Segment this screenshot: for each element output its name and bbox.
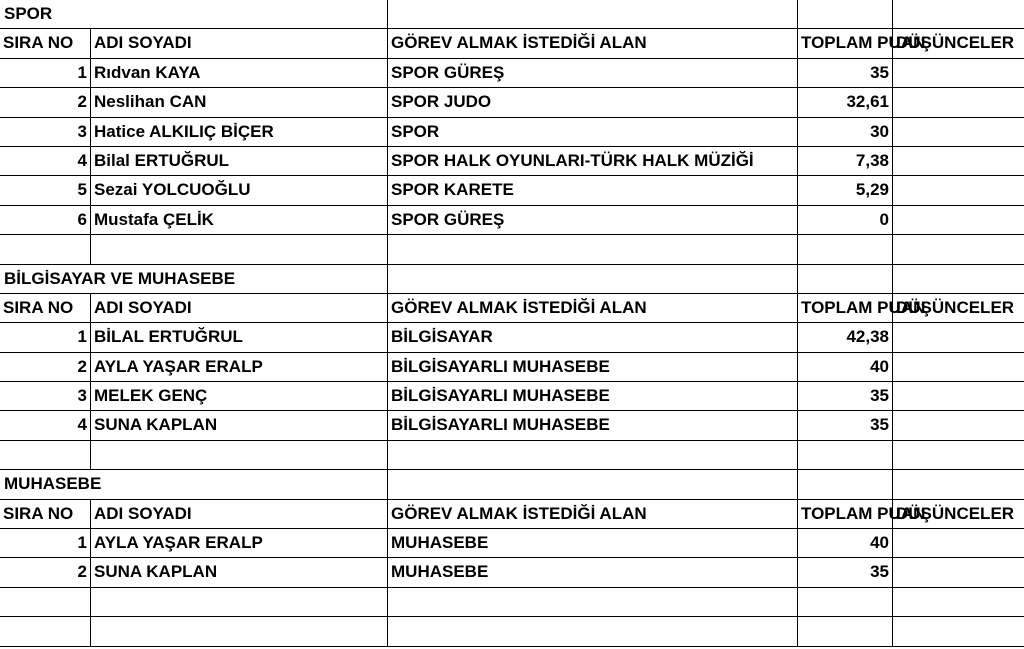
header-dusunceler[interactable]: DÜŞÜNCELER: [896, 33, 1015, 53]
row-number[interactable]: 3: [0, 382, 91, 410]
row-name[interactable]: Neslihan CAN: [91, 88, 388, 116]
empty-cell[interactable]: [0, 588, 91, 616]
table-row: [0, 88, 1024, 117]
empty-cell[interactable]: [893, 0, 1024, 28]
empty-cell[interactable]: [91, 588, 388, 616]
section-title[interactable]: SPOR: [0, 0, 388, 28]
row-notes[interactable]: [893, 529, 1024, 557]
table-row: [0, 206, 1024, 235]
row-score[interactable]: 0: [798, 206, 893, 234]
row-score[interactable]: 42,38: [798, 323, 893, 351]
empty-cell[interactable]: [893, 617, 1024, 645]
header-toplam-puan[interactable]: TOPLAM PUAN: [798, 29, 893, 57]
row-number[interactable]: 3: [0, 118, 91, 146]
empty-cell[interactable]: [388, 0, 798, 28]
row-number[interactable]: 1: [0, 59, 91, 87]
empty-cell[interactable]: [893, 588, 1024, 616]
header-dusunceler[interactable]: DÜŞÜNCELER: [896, 503, 1015, 523]
empty-cell[interactable]: [388, 588, 798, 616]
header-row: [0, 500, 1024, 529]
table-row: [0, 353, 1024, 382]
row-notes[interactable]: [893, 353, 1024, 381]
table-row: [0, 382, 1024, 411]
empty-cell[interactable]: [388, 235, 798, 263]
header-gorev-alani[interactable]: GÖREV ALMAK İSTEDİĞİ ALAN: [388, 29, 798, 57]
row-area[interactable]: SPOR GÜREŞ: [388, 206, 798, 234]
row-name[interactable]: SUNA KAPLAN: [91, 558, 388, 586]
row-name[interactable]: Mustafa ÇELİK: [91, 206, 388, 234]
empty-cell[interactable]: [798, 470, 893, 498]
empty-cell[interactable]: [388, 441, 798, 469]
row-notes[interactable]: [893, 88, 1024, 116]
row-notes[interactable]: [893, 147, 1024, 175]
row-number[interactable]: 1: [0, 323, 91, 351]
row-name[interactable]: Bilal ERTUĞRUL: [91, 147, 388, 175]
header-sira-no[interactable]: SIRA NO: [0, 29, 91, 57]
row-name[interactable]: SUNA KAPLAN: [91, 411, 388, 439]
header-row: [0, 294, 1024, 323]
header-sira-no[interactable]: SIRA NO: [0, 294, 91, 322]
row-number[interactable]: 2: [0, 88, 91, 116]
table-row: [0, 558, 1024, 587]
empty-cell[interactable]: [0, 617, 91, 645]
header-toplam-puan[interactable]: TOPLAM PUAN: [798, 500, 893, 528]
row-area[interactable]: BİLGİSAYARLI MUHASEBE: [388, 353, 798, 381]
empty-cell[interactable]: [798, 617, 893, 645]
row-number[interactable]: 5: [0, 176, 91, 204]
empty-row: [0, 617, 1024, 646]
row-notes[interactable]: [893, 59, 1024, 87]
row-number[interactable]: 1: [0, 529, 91, 557]
empty-cell[interactable]: [798, 441, 893, 469]
empty-cell[interactable]: [91, 617, 388, 645]
row-name[interactable]: AYLA YAŞAR ERALP: [91, 529, 388, 557]
section-title-row: [0, 0, 1024, 29]
empty-cell[interactable]: [798, 0, 893, 28]
section-title[interactable]: BİLGİSAYAR VE MUHASEBE: [0, 265, 388, 293]
header-row: [0, 29, 1024, 58]
row-score[interactable]: 40: [798, 353, 893, 381]
row-area[interactable]: BİLGİSAYARLI MUHASEBE: [388, 411, 798, 439]
empty-cell[interactable]: [388, 470, 798, 498]
row-number[interactable]: 6: [0, 206, 91, 234]
row-score[interactable]: 40: [798, 529, 893, 557]
row-area[interactable]: SPOR HALK OYUNLARI-TÜRK HALK MÜZİĞİ: [388, 147, 798, 175]
row-score[interactable]: 7,38: [798, 147, 893, 175]
row-area[interactable]: SPOR GÜREŞ: [388, 59, 798, 87]
row-name[interactable]: AYLA YAŞAR ERALP: [91, 353, 388, 381]
row-area[interactable]: BİLGİSAYARLI MUHASEBE: [388, 382, 798, 410]
empty-cell[interactable]: [893, 265, 1024, 293]
row-notes[interactable]: [893, 176, 1024, 204]
empty-cell[interactable]: [798, 235, 893, 263]
row-score[interactable]: 35: [798, 382, 893, 410]
row-area[interactable]: MUHASEBE: [388, 558, 798, 586]
row-score[interactable]: 5,29: [798, 176, 893, 204]
header-adi-soyadi[interactable]: ADI SOYADI: [91, 294, 388, 322]
row-score[interactable]: 35: [798, 59, 893, 87]
table-row: [0, 176, 1024, 205]
empty-row: [0, 441, 1024, 470]
section-title-row: [0, 265, 1024, 294]
row-name[interactable]: Rıdvan KAYA: [91, 59, 388, 87]
empty-cell[interactable]: [798, 265, 893, 293]
row-area[interactable]: BİLGİSAYAR: [388, 323, 798, 351]
header-toplam-puan[interactable]: TOPLAM PUAN: [798, 294, 893, 322]
row-notes[interactable]: [893, 323, 1024, 351]
empty-cell[interactable]: [388, 617, 798, 645]
row-score[interactable]: 35: [798, 558, 893, 586]
row-notes[interactable]: [893, 382, 1024, 410]
header-adi-soyadi[interactable]: ADI SOYADI: [91, 500, 388, 528]
row-name[interactable]: BİLAL ERTUĞRUL: [91, 323, 388, 351]
table-row: [0, 529, 1024, 558]
empty-cell[interactable]: [91, 235, 388, 263]
row-number[interactable]: 4: [0, 411, 91, 439]
header-adi-soyadi[interactable]: ADI SOYADI: [91, 29, 388, 57]
header-sira-no[interactable]: SIRA NO: [0, 500, 91, 528]
header-gorev-alani[interactable]: GÖREV ALMAK İSTEDİĞİ ALAN: [388, 294, 798, 322]
row-area[interactable]: SPOR KARETE: [388, 176, 798, 204]
row-number[interactable]: 2: [0, 353, 91, 381]
table-row: [0, 118, 1024, 147]
row-score[interactable]: 32,61: [798, 88, 893, 116]
empty-cell[interactable]: [0, 235, 91, 263]
row-name[interactable]: MELEK GENÇ: [91, 382, 388, 410]
empty-cell[interactable]: [893, 235, 1024, 263]
row-number[interactable]: 2: [0, 558, 91, 586]
row-area[interactable]: MUHASEBE: [388, 529, 798, 557]
table-row: [0, 147, 1024, 176]
row-notes[interactable]: [893, 558, 1024, 586]
table-row: [0, 323, 1024, 352]
row-number[interactable]: 4: [0, 147, 91, 175]
section-title[interactable]: MUHASEBE: [0, 470, 388, 498]
empty-row: [0, 235, 1024, 264]
empty-row: [0, 588, 1024, 617]
row-name[interactable]: Sezai YOLCUOĞLU: [91, 176, 388, 204]
empty-cell[interactable]: [893, 470, 1024, 498]
empty-cell[interactable]: [0, 441, 91, 469]
row-name[interactable]: Hatice ALKILIÇ BİÇER: [91, 118, 388, 146]
row-area[interactable]: SPOR JUDO: [388, 88, 798, 116]
table-row: [0, 411, 1024, 440]
row-notes[interactable]: [893, 411, 1024, 439]
header-gorev-alani[interactable]: GÖREV ALMAK İSTEDİĞİ ALAN: [388, 500, 798, 528]
empty-cell[interactable]: [893, 441, 1024, 469]
row-score[interactable]: 35: [798, 411, 893, 439]
empty-cell[interactable]: [388, 265, 798, 293]
empty-cell[interactable]: [91, 441, 388, 469]
table-row: [0, 59, 1024, 88]
row-notes[interactable]: [893, 118, 1024, 146]
row-area[interactable]: SPOR: [388, 118, 798, 146]
row-notes[interactable]: [893, 206, 1024, 234]
empty-cell[interactable]: [798, 588, 893, 616]
section-title-row: [0, 470, 1024, 499]
row-score[interactable]: 30: [798, 118, 893, 146]
header-dusunceler[interactable]: DÜŞÜNCELER: [896, 297, 1015, 317]
